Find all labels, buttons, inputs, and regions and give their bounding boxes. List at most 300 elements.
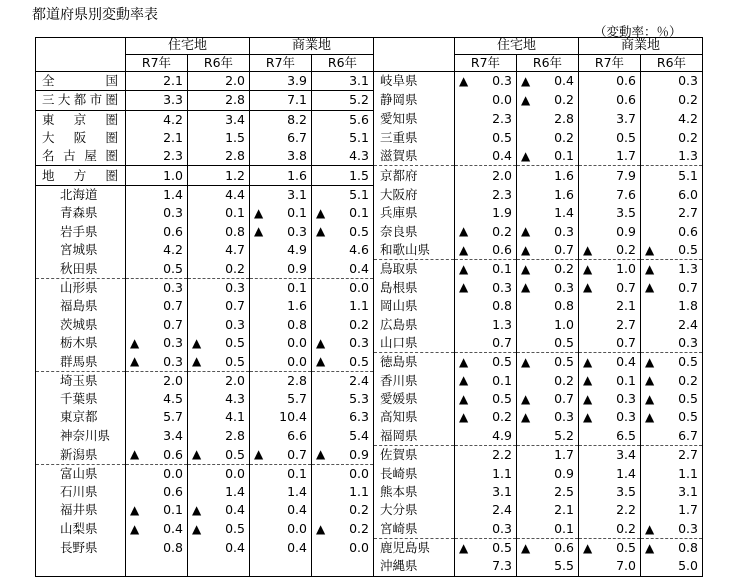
- value-cell: [250, 147, 312, 166]
- value-cell: [455, 241, 517, 260]
- value-cell: [641, 408, 703, 426]
- value-cell: [455, 520, 517, 539]
- negative-triangle-icon: ▲: [459, 224, 469, 239]
- value-text: 6.7: [678, 427, 698, 443]
- value-text: 5.7: [287, 391, 307, 407]
- value-text: 2.7: [678, 447, 698, 463]
- value-text: 0.8: [554, 298, 574, 314]
- value-cell: [250, 315, 312, 333]
- value-text: 8.2: [287, 111, 307, 127]
- value-text: 0.0: [287, 521, 307, 537]
- value-text: 0.4: [492, 148, 512, 164]
- value-text: 0.4: [349, 260, 369, 276]
- value-cell: [188, 166, 250, 185]
- value-text: 0.6: [554, 540, 574, 556]
- value-text: 4.9: [287, 242, 307, 258]
- prefecture-label: 滋賀県: [374, 147, 455, 166]
- value-cell: [579, 408, 641, 426]
- table-row: [36, 483, 703, 501]
- value-text: 0.0: [287, 335, 307, 351]
- table-row: [36, 241, 703, 260]
- value-cell: [312, 259, 374, 278]
- value-text: 4.5: [163, 391, 183, 407]
- table-row: [36, 278, 703, 297]
- prefecture-label: 熊本県: [374, 483, 455, 501]
- value-text: 4.7: [225, 242, 245, 258]
- value-cell: [312, 278, 374, 297]
- value-text: 0.3: [678, 73, 698, 89]
- value-cell: [250, 185, 312, 204]
- negative-triangle-icon: ▲: [130, 335, 140, 350]
- negative-triangle-icon: ▲: [583, 242, 593, 257]
- value-text: 0.0: [492, 92, 512, 108]
- value-text: 4.4: [225, 186, 245, 202]
- value-cell: [517, 371, 579, 390]
- value-text: 5.5: [554, 558, 574, 574]
- value-text: 1.0: [163, 167, 183, 183]
- value-text: 1.4: [554, 205, 574, 221]
- value-cell: [455, 427, 517, 446]
- value-text: 2.2: [616, 502, 636, 518]
- value-cell: [579, 166, 641, 185]
- prefecture-label: 群馬県: [36, 352, 126, 371]
- value-text: 0.4: [616, 354, 636, 370]
- table-body: [36, 72, 703, 577]
- value-text: 2.3: [163, 148, 183, 164]
- value-text: 0.2: [492, 409, 512, 425]
- prefecture-label: 福井県: [36, 501, 126, 519]
- value-cell: [641, 278, 703, 297]
- value-cell: [579, 297, 641, 315]
- value-text: 0.4: [287, 502, 307, 518]
- value-text: 1.7: [616, 148, 636, 164]
- value-text: 2.5: [554, 484, 574, 500]
- value-cell: [517, 185, 579, 204]
- value-text: 2.8: [287, 372, 307, 388]
- negative-triangle-icon: ▲: [459, 261, 469, 276]
- value-cell: [517, 166, 579, 185]
- value-text: 4.2: [163, 111, 183, 127]
- value-cell: [641, 166, 703, 185]
- value-text: 0.3: [616, 409, 636, 425]
- negative-triangle-icon: ▲: [521, 354, 531, 369]
- negative-triangle-icon: ▲: [130, 521, 140, 536]
- value-text: 7.6: [616, 186, 636, 202]
- prefecture-label: 山口県: [374, 334, 455, 353]
- value-text: 0.6: [163, 223, 183, 239]
- value-cell: [579, 352, 641, 371]
- value-text: 1.3: [678, 261, 698, 277]
- table-row: [36, 259, 703, 278]
- value-text: 0.3: [163, 205, 183, 221]
- value-cell: [455, 538, 517, 557]
- value-cell: [517, 110, 579, 129]
- value-text: 0.5: [225, 353, 245, 369]
- table-row: [36, 147, 703, 166]
- value-cell: [517, 91, 579, 110]
- prefecture-label: 栃木県: [36, 334, 126, 353]
- value-text: 2.8: [225, 92, 245, 108]
- value-cell: [312, 371, 374, 390]
- value-cell: [188, 222, 250, 240]
- value-cell: [250, 166, 312, 185]
- value-text: 2.0: [225, 372, 245, 388]
- value-cell: [250, 501, 312, 519]
- value-cell: [188, 371, 250, 390]
- value-text: 0.5: [225, 335, 245, 351]
- negative-triangle-icon: ▲: [254, 447, 264, 462]
- value-text: 3.1: [492, 484, 512, 500]
- value-cell: [455, 129, 517, 147]
- value-cell: [312, 185, 374, 204]
- value-text: 0.2: [492, 223, 512, 239]
- value-text: 4.2: [678, 111, 698, 127]
- value-cell: [579, 334, 641, 353]
- value-cell: [517, 241, 579, 260]
- value-text: 0.7: [554, 391, 574, 407]
- value-text: 5.7: [163, 409, 183, 425]
- value-cell: [126, 520, 188, 539]
- value-text: 0.2: [349, 521, 369, 537]
- value-cell: [455, 408, 517, 426]
- value-cell: [188, 408, 250, 426]
- value-text: 2.4: [492, 502, 512, 518]
- value-cell: [250, 408, 312, 426]
- value-cell: [188, 520, 250, 539]
- negative-triangle-icon: ▲: [459, 410, 469, 425]
- value-cell: [126, 501, 188, 519]
- negative-triangle-icon: ▲: [645, 540, 655, 555]
- value-text: 5.0: [678, 558, 698, 574]
- negative-triangle-icon: ▲: [521, 224, 531, 239]
- value-cell: [250, 259, 312, 278]
- value-cell: [579, 315, 641, 333]
- value-text: 3.3: [163, 92, 183, 108]
- value-text: 0.0: [225, 465, 245, 481]
- value-cell: [579, 259, 641, 278]
- value-cell: [312, 241, 374, 260]
- value-cell: [250, 297, 312, 315]
- value-cell: [455, 334, 517, 353]
- value-text: 0.1: [554, 148, 574, 164]
- value-cell: [312, 557, 374, 576]
- value-text: 0.6: [163, 446, 183, 462]
- value-cell: [250, 204, 312, 222]
- negative-triangle-icon: ▲: [583, 392, 593, 407]
- negative-triangle-icon: ▲: [316, 335, 326, 350]
- value-cell: [250, 241, 312, 260]
- value-cell: [579, 222, 641, 240]
- value-cell: [579, 445, 641, 464]
- value-cell: [126, 445, 188, 464]
- prefecture-label: 兵庫県: [374, 204, 455, 222]
- table-row: [36, 408, 703, 426]
- prefecture-label: 三重県: [374, 129, 455, 147]
- value-text: 3.8: [287, 148, 307, 164]
- value-cell: [188, 334, 250, 353]
- value-cell: [250, 110, 312, 129]
- value-text: 5.1: [349, 186, 369, 202]
- value-cell: [579, 110, 641, 129]
- value-text: 3.4: [225, 111, 245, 127]
- value-text: 7.3: [492, 558, 512, 574]
- value-cell: [126, 538, 188, 557]
- value-text: 0.1: [287, 205, 307, 221]
- negative-triangle-icon: ▲: [645, 521, 655, 536]
- negative-triangle-icon: ▲: [254, 206, 264, 221]
- value-text: 5.3: [349, 391, 369, 407]
- value-cell: [579, 185, 641, 204]
- value-cell: [188, 315, 250, 333]
- prefecture-label: 地 方 圏: [36, 166, 126, 185]
- value-text: 5.1: [678, 167, 698, 183]
- value-text: 3.5: [616, 205, 636, 221]
- value-cell: [312, 390, 374, 408]
- value-cell: [455, 91, 517, 110]
- value-cell: [188, 501, 250, 519]
- table-row: [36, 297, 703, 315]
- value-text: 1.7: [554, 447, 574, 463]
- value-cell: [641, 352, 703, 371]
- value-text: 2.1: [163, 73, 183, 89]
- value-cell: [126, 110, 188, 129]
- value-text: 1.3: [492, 316, 512, 332]
- value-text: 0.0: [349, 279, 369, 295]
- value-cell: [250, 72, 312, 91]
- value-text: 1.0: [616, 261, 636, 277]
- value-text: 0.2: [225, 260, 245, 276]
- value-text: 2.7: [678, 205, 698, 221]
- value-cell: [126, 185, 188, 204]
- value-cell: [312, 72, 374, 91]
- value-cell: [517, 538, 579, 557]
- value-cell: [517, 259, 579, 278]
- prefecture-label: 長野県: [36, 538, 126, 557]
- value-text: 0.3: [225, 279, 245, 295]
- value-cell: [455, 297, 517, 315]
- value-text: 7.1: [287, 92, 307, 108]
- value-cell: [579, 371, 641, 390]
- value-text: 0.5: [225, 521, 245, 537]
- value-text: 0.3: [287, 223, 307, 239]
- value-text: 0.4: [225, 502, 245, 518]
- negative-triangle-icon: ▲: [459, 74, 469, 88]
- negative-triangle-icon: ▲: [521, 410, 531, 425]
- value-cell: [455, 72, 517, 91]
- value-cell: [641, 483, 703, 501]
- value-cell: [126, 72, 188, 91]
- right-residential-header: 住宅地: [455, 38, 579, 55]
- prefecture-label: 佐賀県: [374, 445, 455, 464]
- value-cell: [312, 427, 374, 446]
- value-cell: [126, 557, 188, 576]
- value-text: 1.4: [287, 484, 307, 500]
- value-cell: [517, 315, 579, 333]
- prefecture-label: 埼玉県: [36, 371, 126, 390]
- value-text: 0.1: [616, 372, 636, 388]
- value-text: 0.0: [287, 353, 307, 369]
- prefecture-label: 長崎県: [374, 464, 455, 483]
- value-text: 1.6: [554, 167, 574, 183]
- negative-triangle-icon: ▲: [130, 503, 140, 518]
- value-text: 0.3: [163, 279, 183, 295]
- prefecture-label: 東 京 圏: [36, 110, 126, 129]
- prefecture-label: [36, 557, 126, 576]
- value-text: 0.4: [554, 73, 574, 89]
- value-text: 4.3: [225, 391, 245, 407]
- value-text: 0.5: [616, 540, 636, 556]
- negative-triangle-icon: ▲: [254, 224, 264, 239]
- prefecture-label: 青森県: [36, 204, 126, 222]
- value-cell: [188, 259, 250, 278]
- value-text: 0.5: [554, 354, 574, 370]
- value-cell: [188, 204, 250, 222]
- prefecture-label: 石川県: [36, 483, 126, 501]
- table-row: [36, 464, 703, 483]
- value-cell: [641, 129, 703, 147]
- value-text: 0.8: [163, 539, 183, 555]
- value-text: 0.3: [492, 279, 512, 295]
- value-cell: [517, 297, 579, 315]
- value-cell: [641, 538, 703, 557]
- value-cell: [641, 520, 703, 539]
- value-cell: [250, 129, 312, 147]
- negative-triangle-icon: ▲: [521, 261, 531, 276]
- value-text: 4.9: [492, 427, 512, 443]
- prefecture-label: 岩手県: [36, 222, 126, 240]
- prefecture-label: 京都府: [374, 166, 455, 185]
- value-text: 1.4: [225, 484, 245, 500]
- value-cell: [455, 501, 517, 519]
- negative-triangle-icon: ▲: [645, 373, 655, 388]
- value-cell: [641, 222, 703, 240]
- table-row: [36, 166, 703, 185]
- negative-triangle-icon: ▲: [316, 521, 326, 536]
- value-cell: [641, 185, 703, 204]
- value-cell: [312, 91, 374, 110]
- value-cell: [312, 520, 374, 539]
- value-text: 0.0: [349, 465, 369, 481]
- table-row: [36, 352, 703, 371]
- negative-triangle-icon: ▲: [645, 280, 655, 295]
- value-text: 0.3: [678, 520, 698, 536]
- change-rate-table: [35, 37, 703, 577]
- value-text: 6.3: [349, 409, 369, 425]
- negative-triangle-icon: ▲: [645, 354, 655, 369]
- value-text: 0.0: [163, 465, 183, 481]
- value-text: 0.3: [554, 279, 574, 295]
- table-row: [36, 427, 703, 446]
- value-text: 0.0: [349, 539, 369, 555]
- value-cell: [312, 315, 374, 333]
- value-text: 0.5: [349, 353, 369, 369]
- value-text: 1.8: [678, 298, 698, 314]
- value-cell: [250, 390, 312, 408]
- value-text: 2.4: [349, 372, 369, 388]
- value-cell: [517, 352, 579, 371]
- negative-triangle-icon: ▲: [521, 74, 531, 88]
- value-cell: [517, 427, 579, 446]
- prefecture-label: 宮崎県: [374, 520, 455, 539]
- value-cell: [126, 241, 188, 260]
- value-text: 3.1: [349, 73, 369, 89]
- negative-triangle-icon: ▲: [521, 149, 531, 164]
- prefecture-label: 大分県: [374, 501, 455, 519]
- value-cell: [455, 445, 517, 464]
- value-cell: [579, 72, 641, 91]
- value-cell: [579, 278, 641, 297]
- prefecture-label: 神奈川県: [36, 427, 126, 446]
- prefecture-label: 岡山県: [374, 297, 455, 315]
- value-text: 1.6: [554, 186, 574, 202]
- table-row: [36, 91, 703, 110]
- table-row: [36, 72, 703, 91]
- value-text: 6.5: [616, 427, 636, 443]
- negative-triangle-icon: ▲: [521, 92, 531, 107]
- table-row: [36, 222, 703, 240]
- value-cell: [188, 72, 250, 91]
- negative-triangle-icon: ▲: [645, 410, 655, 425]
- value-text: 5.6: [349, 111, 369, 127]
- table-row: [36, 520, 703, 539]
- prefecture-label: 大 阪 圏: [36, 129, 126, 147]
- value-cell: [579, 91, 641, 110]
- prefecture-label: 秋田県: [36, 259, 126, 278]
- value-cell: [126, 222, 188, 240]
- value-text: 0.8: [492, 298, 512, 314]
- value-cell: [641, 315, 703, 333]
- prefecture-label: 千葉県: [36, 390, 126, 408]
- prefecture-label: 島根県: [374, 278, 455, 297]
- value-cell: [188, 91, 250, 110]
- value-cell: [579, 129, 641, 147]
- value-text: 0.3: [616, 391, 636, 407]
- value-cell: [126, 129, 188, 147]
- year-header-r6: R6年: [312, 55, 374, 72]
- value-cell: [641, 297, 703, 315]
- value-cell: [188, 483, 250, 501]
- value-text: 0.8: [225, 223, 245, 239]
- value-text: 1.4: [616, 465, 636, 481]
- value-cell: [517, 72, 579, 91]
- value-text: 3.1: [678, 484, 698, 500]
- value-text: 0.7: [616, 334, 636, 350]
- value-cell: [579, 204, 641, 222]
- value-cell: [455, 259, 517, 278]
- value-cell: [126, 315, 188, 333]
- value-cell: [517, 408, 579, 426]
- value-text: 2.0: [163, 372, 183, 388]
- year-header-r7: R7年: [579, 55, 641, 72]
- value-text: 0.2: [616, 520, 636, 536]
- value-text: 0.7: [678, 279, 698, 295]
- value-cell: [312, 352, 374, 371]
- negative-triangle-icon: ▲: [521, 242, 531, 257]
- value-cell: [312, 538, 374, 557]
- negative-triangle-icon: ▲: [645, 261, 655, 276]
- value-text: 3.4: [616, 447, 636, 463]
- value-text: 1.6: [287, 298, 307, 314]
- value-cell: [188, 110, 250, 129]
- value-cell: [455, 278, 517, 297]
- value-text: 5.1: [349, 130, 369, 146]
- value-text: 0.3: [554, 409, 574, 425]
- value-text: 2.1: [163, 130, 183, 146]
- value-cell: [455, 371, 517, 390]
- value-text: 0.1: [287, 279, 307, 295]
- negative-triangle-icon: ▲: [583, 540, 593, 555]
- value-cell: [126, 166, 188, 185]
